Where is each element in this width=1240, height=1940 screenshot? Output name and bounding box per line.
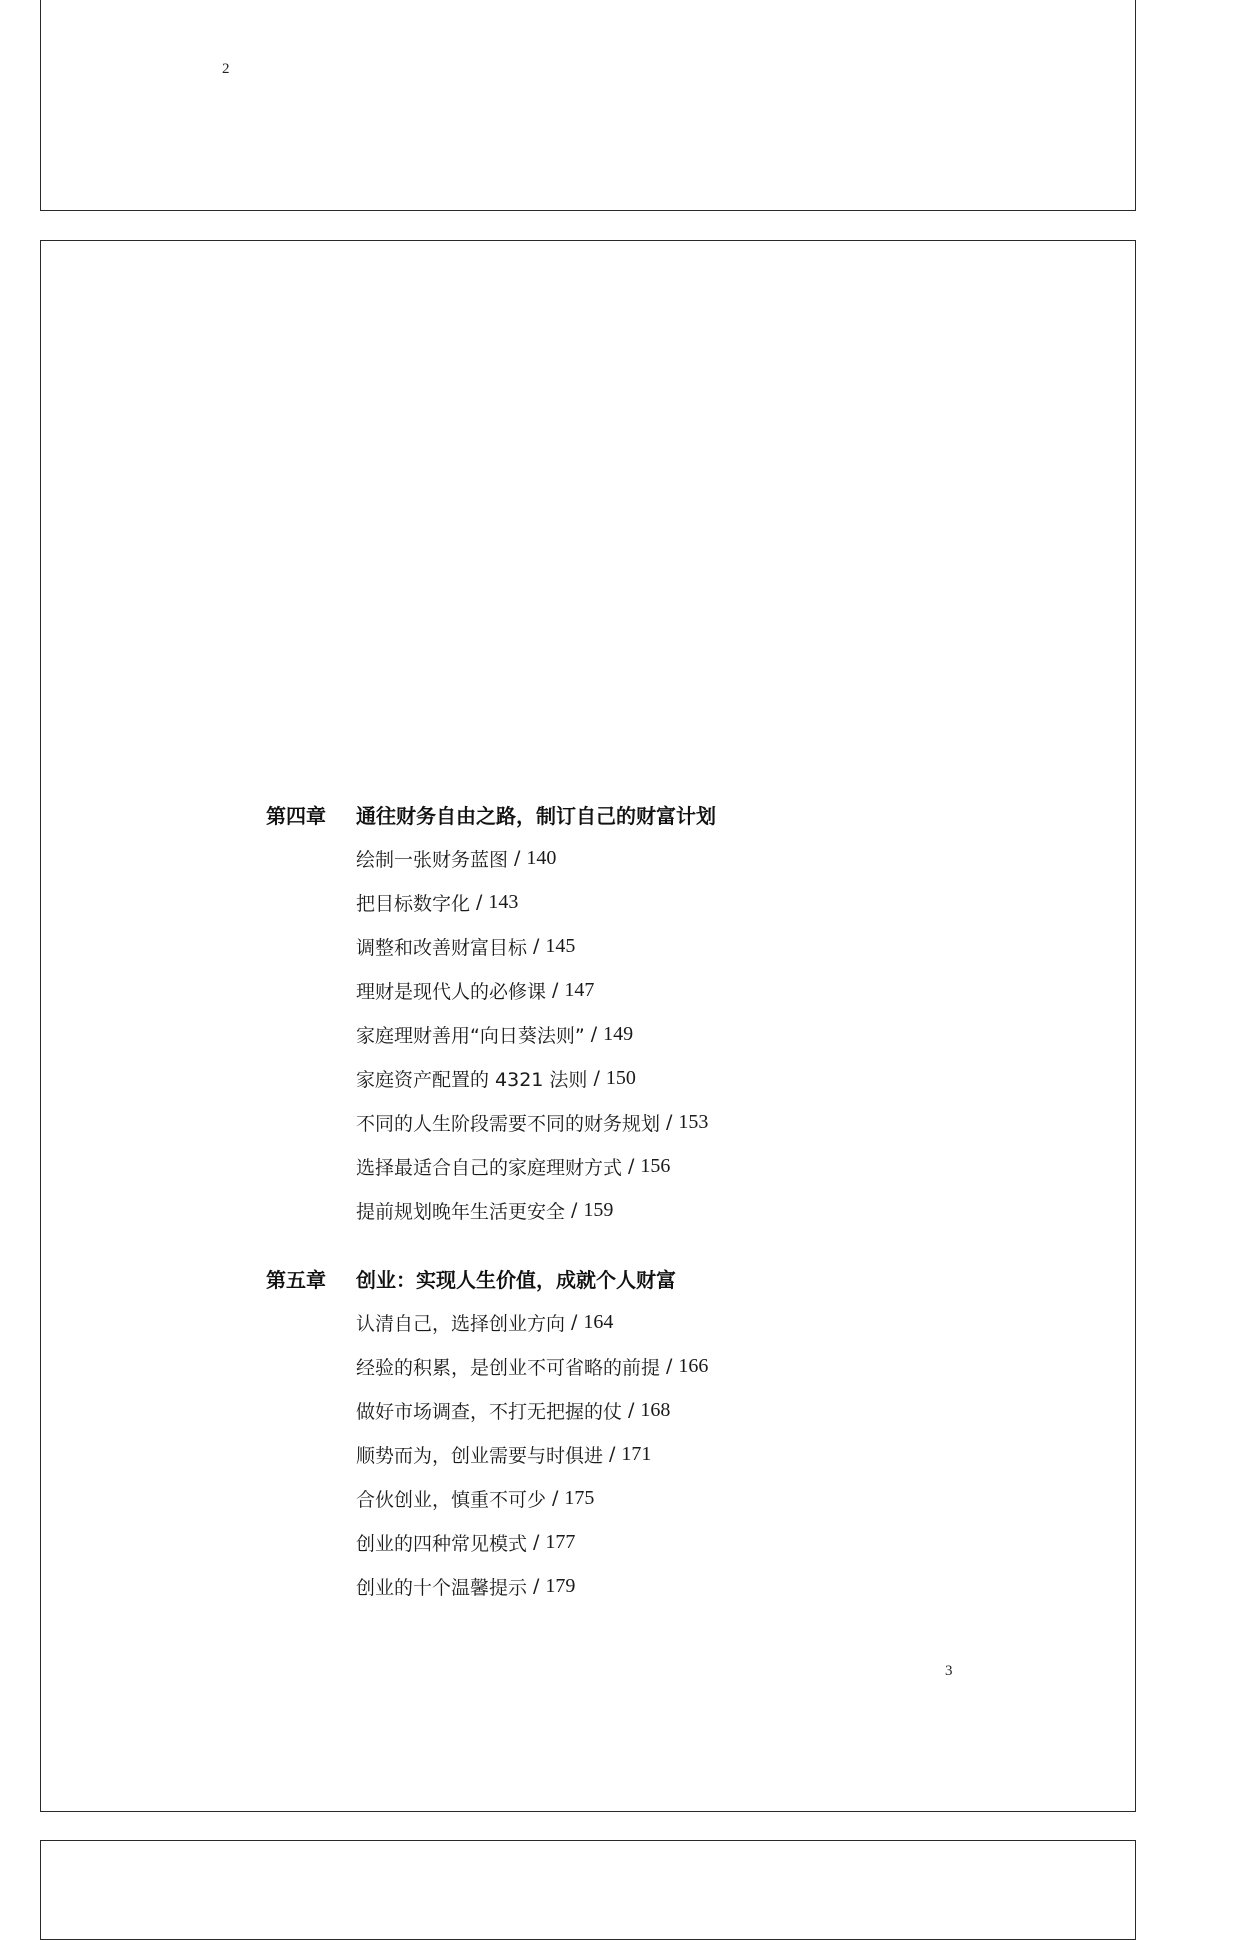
entry-title: 提前规划晚年生活更安全 [356,1200,566,1223]
entry-title: 经验的积累，是创业不可省略的前提 [356,1356,661,1379]
entry-page: 177 [545,1530,576,1553]
toc-entry[interactable] [356,1476,966,1520]
separator: / [628,1399,635,1421]
toc-entry[interactable] [356,1188,966,1232]
entry-page: 166 [678,1354,709,1377]
table-of-contents [266,792,966,1632]
toc-entry[interactable] [356,1144,966,1188]
chapter-label: 第四章 [266,803,326,828]
toc-entry[interactable] [356,968,966,1012]
entry-page: 153 [678,1110,709,1133]
page-number: 3 [945,1663,953,1679]
separator: / [666,1355,673,1377]
entry-title: 不同的人生阶段需要不同的财务规划 [356,1112,661,1135]
toc-entry[interactable] [356,924,966,968]
toc-entry[interactable] [356,1564,966,1608]
chapter-heading [266,1256,966,1300]
toc-entry[interactable] [356,1432,966,1476]
chapter-title: 通往财务自由之路，制订自己的财富计划 [356,803,716,828]
entry-page: 143 [488,890,519,913]
separator: / [593,1067,600,1089]
chapter-label: 第五章 [266,1267,326,1292]
separator: / [552,979,559,1001]
previous-page [40,0,1136,211]
entry-page: 175 [564,1486,595,1509]
page-number: 2 [222,61,230,77]
toc-entry[interactable] [356,1344,966,1388]
entry-title: 创业的十个温馨提示 [356,1576,528,1599]
entry-page: 156 [640,1154,671,1177]
entry-title: 认清自己，选择创业方向 [356,1312,566,1335]
toc-page [40,240,1136,1812]
entry-title: 创业的四种常见模式 [356,1532,528,1555]
entry-title: 顺势而为，创业需要与时俱进 [356,1444,604,1467]
entry-page: 149 [603,1022,634,1045]
separator: / [666,1111,673,1133]
chapter-heading [266,792,966,836]
chapter-5 [266,1256,966,1608]
separator: / [476,891,483,913]
entry-title: 合伙创业，慎重不可少 [356,1488,547,1511]
separator: / [552,1487,559,1509]
toc-entry[interactable] [356,1056,966,1100]
entry-title: 绘制一张财务蓝图 [356,848,509,871]
entry-page: 140 [526,846,557,869]
separator: / [571,1311,578,1333]
entry-page: 171 [621,1442,652,1465]
toc-entry[interactable] [356,1388,966,1432]
toc-entry[interactable] [356,880,966,924]
separator: / [590,1023,598,1045]
separator: / [533,1531,540,1553]
separator: / [628,1155,635,1177]
separator: / [533,1575,540,1597]
entry-title: 选择最适合自己的家庭理财方式 [356,1156,623,1179]
toc-entry[interactable] [356,1300,966,1344]
chapter-title: 创业：实现人生价值，成就个人财富 [356,1267,676,1292]
separator: / [533,935,540,957]
entry-title: 做好市场调查，不打无把握的仗 [356,1400,623,1423]
separator: / [571,1199,578,1221]
entry-title: 调整和改善财富目标 [356,936,528,959]
entry-page: 147 [564,978,595,1001]
entry-title: 理财是现代人的必修课 [356,980,547,1003]
toc-entry[interactable] [356,1100,966,1144]
next-page [40,1840,1136,1940]
entry-page: 168 [640,1398,671,1421]
entry-page: 150 [605,1066,636,1089]
entry-page: 159 [583,1198,614,1221]
toc-entry[interactable] [356,836,966,880]
entry-page: 179 [545,1574,576,1597]
entry-title: 家庭资产配置的 4321 法则 [356,1068,588,1091]
entry-title: 家庭理财善用“向日葵法则” [356,1024,585,1047]
separator: / [514,847,521,869]
toc-entry[interactable] [356,1012,966,1056]
entry-title: 把目标数字化 [356,892,471,915]
toc-entry[interactable] [356,1520,966,1564]
entry-page: 145 [545,934,576,957]
entry-page: 164 [583,1310,614,1333]
separator: / [609,1443,616,1465]
chapter-4 [266,792,966,1232]
